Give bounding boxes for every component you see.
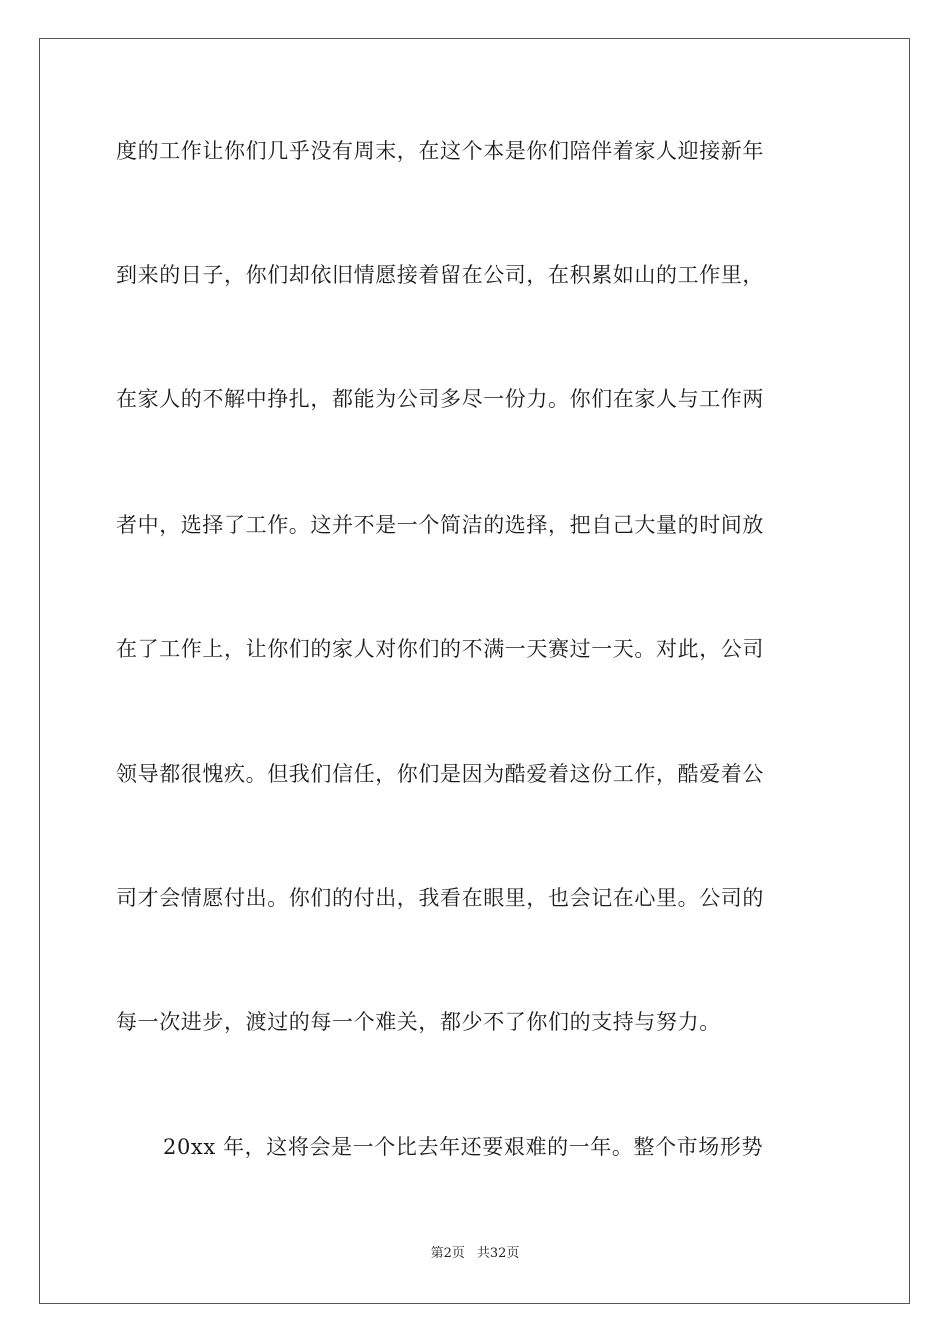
body-text-line: 到来的日子，你们却依旧情愿接着留在公司，在积累如山的工作里， xyxy=(116,263,764,287)
body-text-line: 在家人的不解中挣扎，都能为公司多尽一份力。你们在家人与工作两 xyxy=(116,387,764,411)
page-number: 第2页 xyxy=(430,1246,465,1261)
paragraph-first-line: 20xx 年，这将会是一个比去年还要艰难的一年。整个市场形势 xyxy=(163,1135,764,1159)
body-text-line: 者中，选择了工作。这并不是一个简洁的选择，把自己大量的时间放 xyxy=(116,513,764,537)
body-text-line: 领导都很愧疚。但我们信任，你们是因为酷爱着这份工作，酷爱着公 xyxy=(116,762,764,786)
body-text-line: 司才会情愿付出。你们的付出，我看在眼里，也会记在心里。公司的 xyxy=(116,886,764,910)
page-footer xyxy=(0,1244,950,1264)
page-border xyxy=(39,38,910,1304)
total-pages: 共32页 xyxy=(476,1246,520,1261)
body-text-line: 每一次进步，渡过的每一个难关，都少不了你们的支持与努力。 xyxy=(116,1010,721,1034)
body-text-line: 度的工作让你们几乎没有周末，在这个本是你们陪伴着家人迎接新年 xyxy=(116,139,764,163)
body-text-line: 在了工作上，让你们的家人对你们的不满一天赛过一天。对此，公司 xyxy=(116,637,764,661)
